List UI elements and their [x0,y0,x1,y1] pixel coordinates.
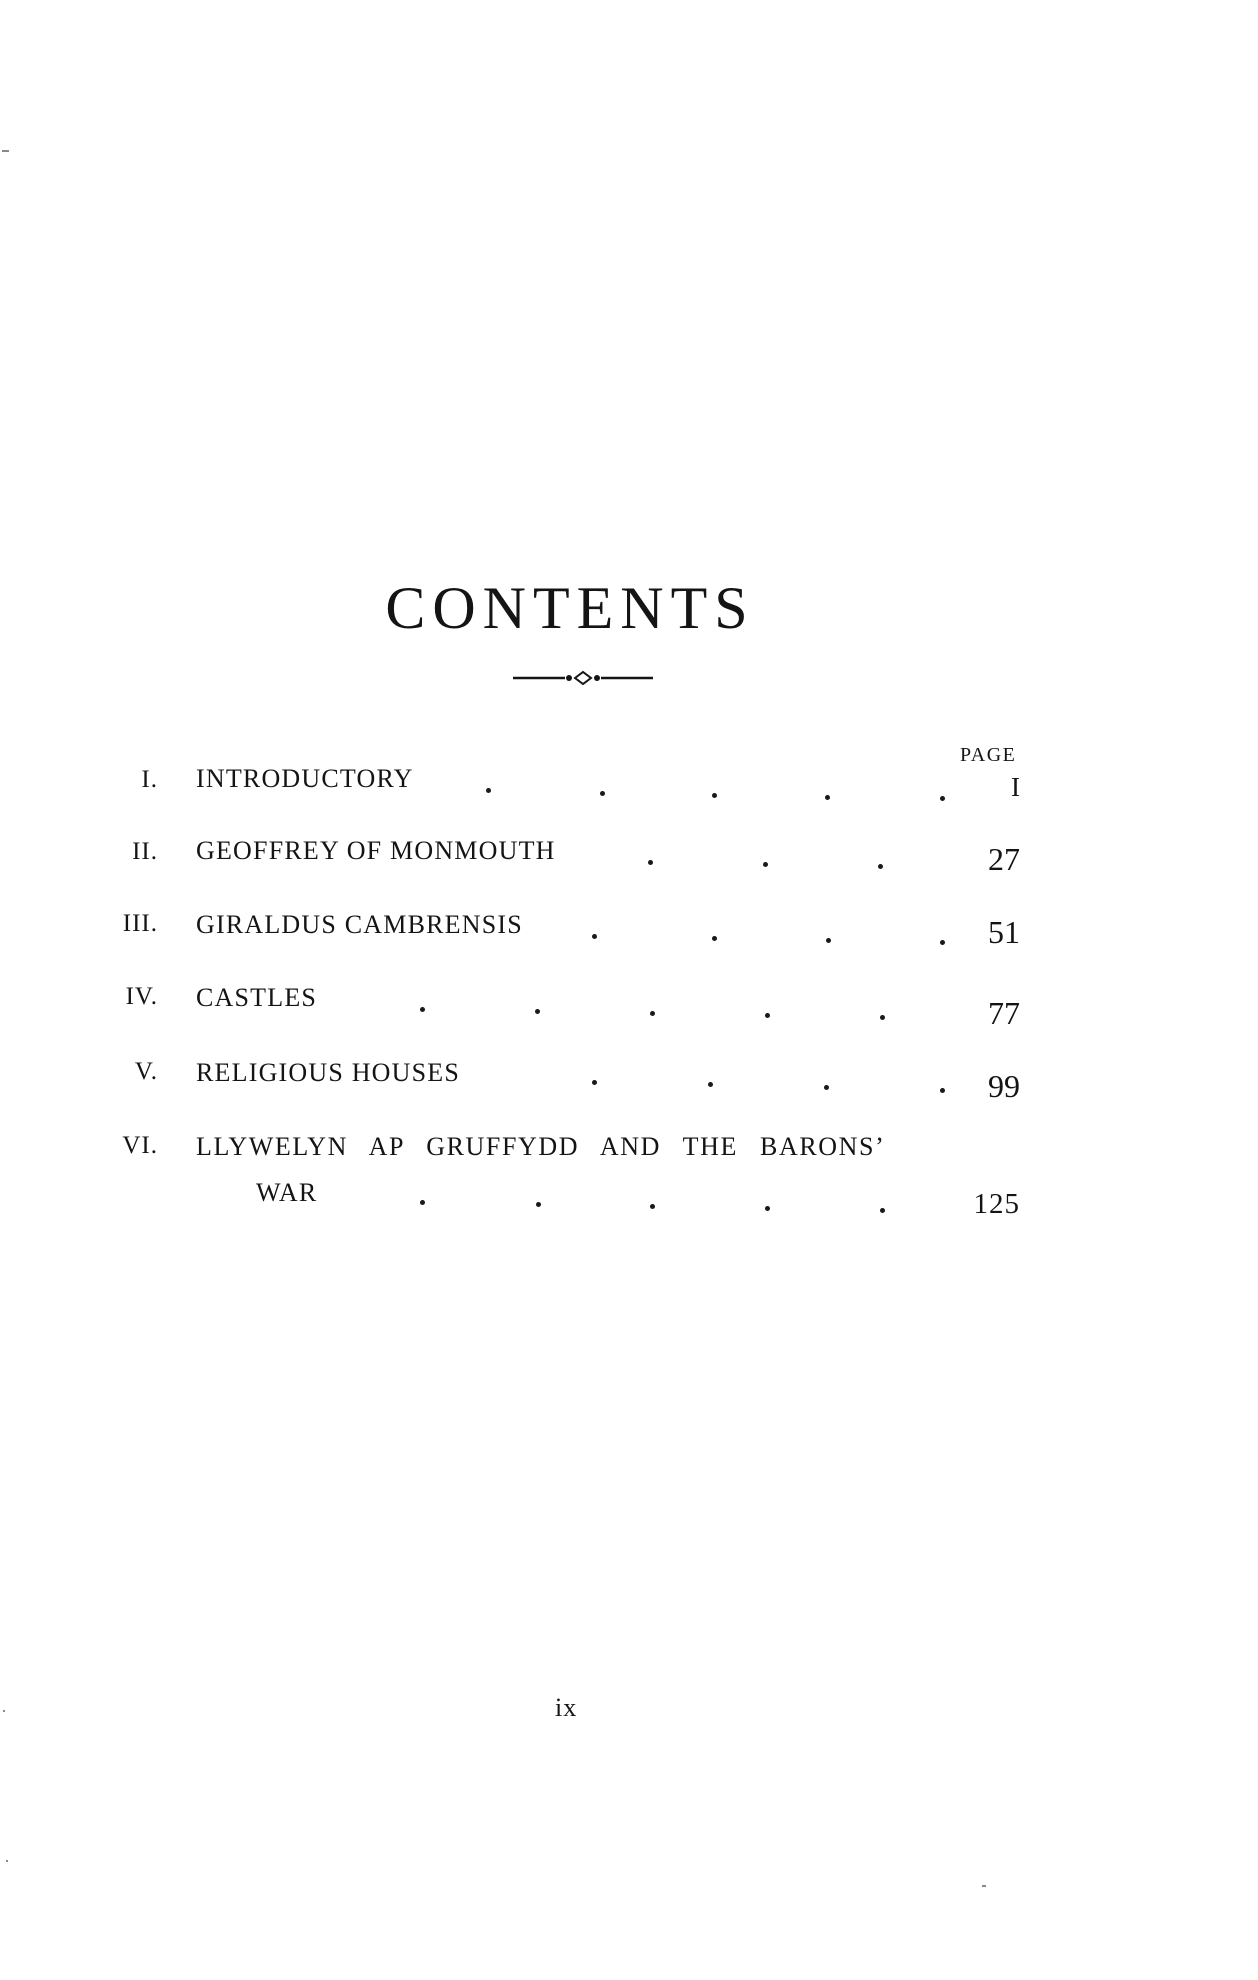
chapter-title: GIRALDUS CAMBRENSIS [196,910,523,939]
chapter-page: 125 [973,1188,1020,1220]
toc-entry [0,762,1258,806]
chapter-title: LLYWELYN AP GRUFFYDD AND THE BARONS’ [196,1132,886,1161]
chapter-page: 27 [988,841,1020,877]
chapter-title: GEOFFREY OF MONMOUTH [196,836,556,865]
chapter-page: 51 [988,914,1020,950]
chapter-number: V. [134,1058,158,1085]
toc-entry [0,1132,1258,1224]
chapter-number: IV. [125,983,158,1010]
toc-entry [0,1058,1258,1102]
scan-speck [982,1885,986,1887]
chapter-page: 77 [988,995,1020,1031]
toc-entry [0,836,1258,880]
scan-speck [2,150,9,152]
chapter-number: II. [132,838,158,865]
scan-speck [3,1710,5,1712]
chapter-number: I. [141,766,158,793]
folio-page-number: ix [555,1693,578,1722]
chapter-number: VI. [122,1132,158,1159]
page-title: CONTENTS [385,575,755,642]
chapter-number: III. [122,910,158,937]
chapter-title: RELIGIOUS HOUSES [196,1058,461,1087]
chapter-title: CASTLES [196,983,318,1012]
chapter-title-continued: WAR [256,1178,318,1207]
scan-speck [6,1860,8,1862]
chapter-page: I [1011,772,1020,802]
toc-entry [0,983,1258,1031]
chapter-title: INTRODUCTORY [196,764,414,793]
ornament-divider [513,665,653,691]
chapter-page: 99 [988,1068,1020,1104]
toc-entry [0,910,1258,954]
page-column-header: PAGE [960,744,1017,766]
